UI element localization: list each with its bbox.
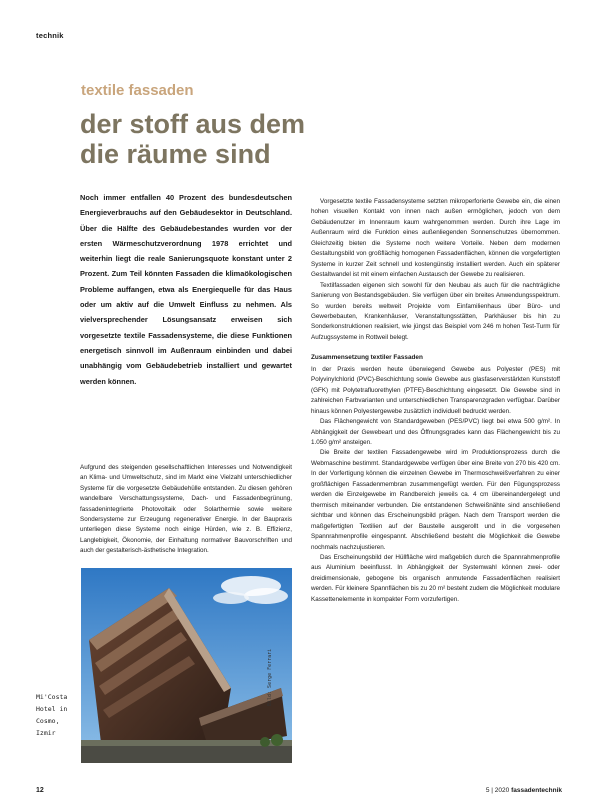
section-tag: technik: [36, 31, 64, 40]
right-paragraph-5: Die Breite der textilen Fassadengewebe wird im Produktionsprozess durch die Webmaschine bestimmt. Standardgewebe verfügen über eine Breite von 270 bis 420 cm. In der Vorfertigung können die einzelnen Gewebe im Thermoschweißverfahren zu einer großflächigen Fassadenmembran zusammengefügt werden. Für den Fügungsprozess werden die Einzelgewebe im Randbereich jeweils ca. 4 cm übereinandergelegt und thermisch miteinander verbunden. Die entstandenen Schweißnähte sind anschließend sichtbar und können das Erscheinungsbild prägen. Nach dem Transport werden die maßgefertigten Textilien auf der Baustelle ausgerollt und in die vorgesehen Spannrahmenprofile eingespannt. Abschließend besteht die Möglichkeit die Gewebe nochmals nachzujustieren.: [311, 449, 560, 551]
title-line-1: der stoff aus dem: [80, 109, 306, 139]
footer-issue: [486, 787, 562, 794]
section-heading: Zusammensetzung textiler Fassaden: [311, 354, 423, 362]
building-photo: [81, 568, 292, 763]
right-paragraph-2: Textilfassaden eigenen sich sowohl für den Neubau als auch für die nachträgliche Sanierung von Bestandsgebäuden. Sie verfügen über ein breites Anwendungsspektrum. So wurden bereits weltweit Projekte vom Einfamilienhaus über Büro- und Gewerbebauten, Krankenhäuser, Veranstaltungsstätten, Parkhäuser bis hin zu Sonderkonstruktionen realisiert, wie jüngst das Beispiel vom 246 m hohen Test-Turm für Aufzugssysteme in Rottweil belegt.: [311, 281, 560, 341]
photo-credit: Bild: Serge Ferrari: [267, 648, 273, 706]
body-left-paragraph: Aufgrund des steigenden gesellschaftlichen Interesses und Notwendigkeit an Klima- und Umweltschutz, sind im Markt eine Vielzahl unterschiedlicher Systeme für die vorgesetzte Gebäudehülle entstanden. Zu diesen gehören wandelbare Verschattungssysteme, Dach- und Fassadenbegrünung, fassadenintegrierte Photovoltaik oder Solarthermie sowie weitere Sondersysteme zur Erzeugung regenerativer Energie. In der Baupraxis unterliegen diese Systeme noch einige Hürden, wie z. B. Effizienz, Langlebigkeit, Ökonomie, der Einhaltung normativer Bauvorschriften und auch der gestalterisch-ästhetische Integration.: [80, 464, 292, 555]
right-paragraph-4: Das Flächengewicht von Standardgeweben (PES/PVC) liegt bei etwa 500 g/m². In Abhängigkeit der Gewebeart und des Öffnungsgrades kann das Flächengewicht bis zu 1.050 g/m² ansteigen.: [311, 418, 560, 446]
issue-number: 5 | 2020: [485, 787, 510, 794]
right-paragraph-6: Das Erscheinungsbild der Hüllfläche wird maßgeblich durch die Spannrahmenprofile aus Aluminium beeinflusst. In Abhängigkeit der Systemwahl können zwei- oder dreidimensionale, gebogene bis organisch anmutende Fassadenflächen realisiert werden. Für kleinere Spannflächen bis zu 20 m² besteht zudem die Möglichkeit modulare Kassettenelemente in kompakter Form vorzufertigen.: [311, 553, 560, 603]
title-line-2: die räume sind: [80, 139, 271, 169]
page-number: 12: [36, 787, 44, 794]
photo-caption: Mi'Costa Hotel in Cosmo, Izmir: [36, 693, 68, 737]
page-title: [80, 109, 305, 169]
magazine-name: fassadentechnik: [511, 787, 562, 794]
right-column: [311, 197, 560, 605]
lead-paragraph: Noch immer entfallen 40 Prozent des bundesdeutschen Energieverbrauchs auf den Gebäudesektor in Deutschland. Über die Hälfte des Gebäudebestandes wurden vor der ersten Wärmeschutzverordnung 1978 errichtet und weiterhin liegt die reale Sanierungsquote konstant unter 2 Prozent. Zum Teil könnten Fassaden die klimaökologischen Probleme auffangen, etwa als Energiequelle für das Haus oder um aktiv auf die Umwelt Einfluss zu nehmen. Als vielversprechender Lösungsansatz erweisen sich vorgesetzte textile Fassadensysteme, die diese Funktionen energetisch sinnvoll im Außenraum einbinden und dabei unabhängig vom Gebäudebetrieb installiert und gewartet werden können.: [80, 193, 292, 386]
right-paragraph-1: Vorgesetzte textile Fassadensysteme setzten mikroperforierte Gewebe ein, die einen hohen visuellen Kontakt von innen nach außen ermöglichen, jedoch von dem Gebäudenutzer im Innenraum kaum wahrgenommen werden. Durch ihre Lage im Außenraum wird die Funktion eines außenliegenden Sonnenschutzes übernommen. Gleichzeitig bieten die Systeme noch weitere Vorteile. Neben dem modernen Gestaltungsbild von großflächig homogenen Fassadenflächen, können die vorgefertigten Systeme in kurzer Zeit schnell und kostengünstig installiert werden. Auch ein späterer Gestaltwandel ist mit einem einfachen Austausch der Gewebe zu realisieren.: [311, 198, 560, 279]
right-paragraph-3: In der Praxis werden heute überwiegend Gewebe aus Polyester (PES) mit Polyvinylchlorid (PVC)-Beschichtung sowie Gewebe aus glasfaserverstärkten Kunststoff (GFK) mit Polytetrafluorethylen (PTFE)-Beschichtung eingesetzt. Die Gewebe sind in zahlreichen Farbvarianten und unterschiedlichen Transparenzgraden verfügbar. Darüber hinaus können Polyestergewebe zusätzlich individuell bedruckt werden.: [311, 365, 560, 415]
kicker: textile fassaden: [81, 82, 194, 99]
